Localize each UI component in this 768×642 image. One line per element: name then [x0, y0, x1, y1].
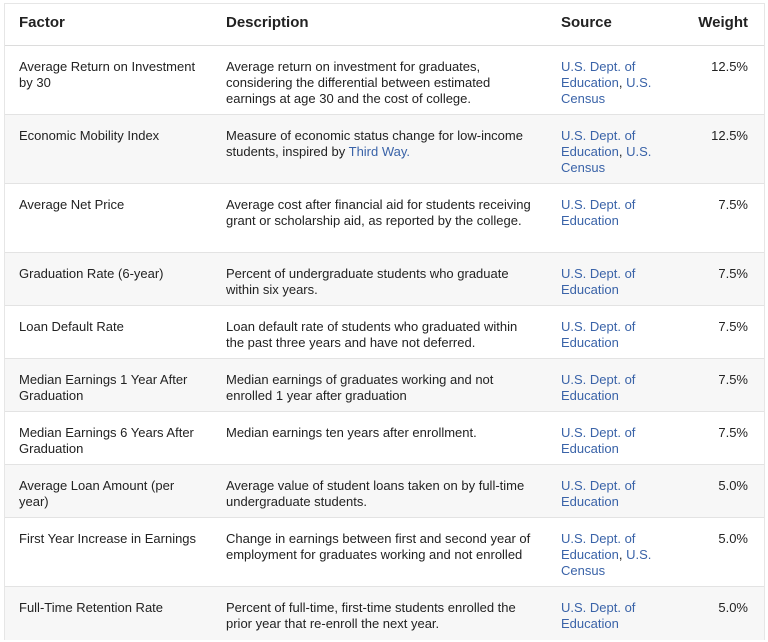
ranking-factors-table [4, 3, 765, 640]
description-cell [212, 115, 547, 183]
weight-cell: 7.5% [718, 372, 748, 387]
description-cell: Median earnings of graduates working and not enrolled 1 year after graduation [226, 372, 494, 403]
factor-cell: Average Return on Investment by 30 [19, 59, 196, 90]
source-cell [547, 46, 677, 114]
source-cell [547, 465, 677, 517]
source-link-education[interactable]: U.S. Dept. of Education [561, 372, 636, 403]
weight-cell: 5.0% [718, 478, 748, 493]
table-row [5, 465, 764, 518]
source-cell [547, 253, 677, 305]
weight-cell: 5.0% [718, 600, 748, 615]
source-cell [547, 306, 677, 358]
factor-cell: First Year Increase in Earnings [19, 531, 197, 546]
table-row [5, 359, 764, 412]
table-row [5, 115, 764, 184]
factor-cell: Average Loan Amount (per year) [19, 478, 175, 509]
source-link-education[interactable]: U.S. Dept. of Education [561, 600, 636, 631]
source-link-education[interactable]: U.S. Dept. of Education [561, 197, 636, 228]
table-row [5, 253, 764, 306]
description-cell: Percent of full-time, first-time students enrolled the prior year that re-enroll the next year. [226, 600, 516, 631]
factor-cell: Median Earnings 1 Year After Graduation [19, 372, 188, 403]
weight-cell: 7.5% [718, 266, 748, 281]
source-cell [547, 115, 677, 183]
weight-cell: 7.5% [718, 197, 748, 212]
header-weight[interactable]: Weight [698, 14, 748, 31]
description-cell: Average value of student loans taken on by full-time undergraduate students. [226, 478, 525, 509]
source-link-education[interactable]: U.S. Dept. of Education [561, 531, 636, 562]
header-source[interactable]: Source [561, 14, 612, 31]
table-row [5, 412, 764, 465]
description-cell: Average return on investment for graduates, considering the differential between estimated earnings at age 30 and the cost of college. [226, 59, 491, 106]
source-link-census[interactable]: U.S. Census [561, 547, 652, 578]
source-separator: , [618, 75, 627, 90]
table-header-row [5, 4, 764, 46]
source-cell [547, 184, 677, 252]
weight-cell: 5.0% [718, 531, 748, 546]
factor-cell: Loan Default Rate [19, 319, 124, 334]
table-row [5, 518, 764, 587]
table-row [5, 587, 764, 640]
source-link-education[interactable]: U.S. Dept. of Education [561, 319, 636, 350]
source-link-education[interactable]: U.S. Dept. of Education [561, 59, 636, 90]
source-link-census[interactable]: U.S. Census [561, 144, 652, 175]
weight-cell: 7.5% [718, 425, 748, 440]
table-row [5, 46, 764, 115]
third-way-link[interactable]: Third Way. [348, 144, 411, 159]
source-cell [547, 359, 677, 411]
description-cell: Average cost after financial aid for students receiving grant or scholarship aid, as reported by the college. [226, 197, 531, 228]
weight-cell: 12.5% [711, 128, 748, 143]
table-row [5, 184, 764, 253]
table-row [5, 306, 764, 359]
description-cell: Loan default rate of students who graduated within the past three years and have not deferred. [226, 319, 518, 350]
source-separator: , [618, 547, 627, 562]
source-link-education[interactable]: U.S. Dept. of Education [561, 266, 636, 297]
factor-cell: Full-Time Retention Rate [19, 600, 164, 615]
factor-cell: Economic Mobility Index [19, 128, 160, 143]
description-cell: Change in earnings between first and second year of employment for graduates working and not enrolled [226, 531, 531, 562]
weight-cell: 7.5% [718, 319, 748, 334]
source-link-education[interactable]: U.S. Dept. of Education [561, 478, 636, 509]
source-cell [547, 412, 677, 464]
source-link-census[interactable]: U.S. Census [561, 75, 652, 106]
source-cell [547, 518, 677, 586]
source-separator: , [618, 144, 627, 159]
description-cell: Median earnings ten years after enrollment. [226, 425, 477, 440]
description-cell: Percent of undergraduate students who graduate within six years. [226, 266, 509, 297]
source-link-education[interactable]: U.S. Dept. of Education [561, 425, 636, 456]
factor-cell: Median Earnings 6 Years After Graduation [19, 425, 194, 456]
source-link-education[interactable]: U.S. Dept. of Education [561, 128, 636, 159]
factor-cell: Average Net Price [19, 197, 125, 212]
header-factor[interactable]: Factor [19, 14, 65, 31]
description-text: Measure of economic status change for low-income students, inspired by [226, 128, 523, 159]
source-cell [547, 587, 677, 640]
factor-cell: Graduation Rate (6-year) [19, 266, 164, 281]
weight-cell: 12.5% [711, 59, 748, 74]
header-description[interactable]: Description [226, 14, 309, 31]
